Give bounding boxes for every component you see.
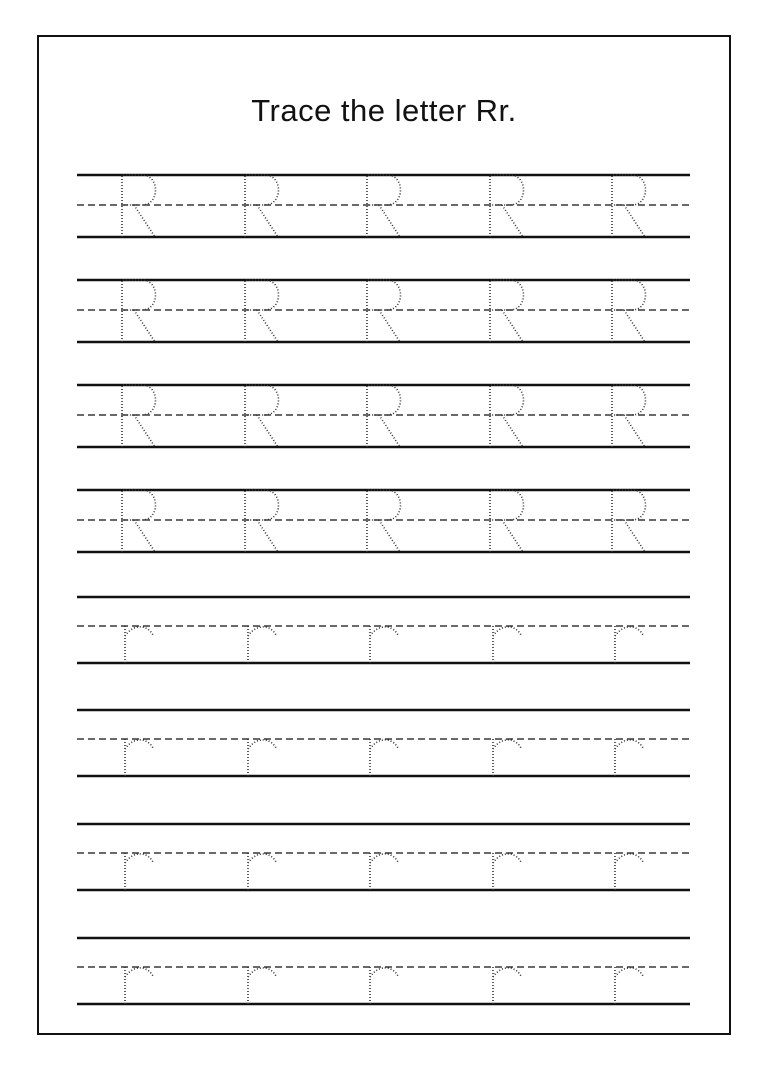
traceable-letter-R (490, 175, 524, 237)
traceable-letter-r (370, 853, 398, 890)
traceable-letter-R (612, 490, 646, 552)
traceable-letter-r (125, 853, 153, 890)
traceable-letter-R (490, 280, 524, 342)
traceable-letter-r (493, 626, 521, 663)
traceable-letter-r (493, 967, 521, 1004)
worksheet-title: Trace the letter Rr. (251, 93, 517, 128)
traceable-letter-R (490, 490, 524, 552)
traceable-letter-R (245, 490, 279, 552)
traceable-letter-R (367, 280, 401, 342)
traceable-letter-R (612, 175, 646, 237)
traceable-letter-R (122, 490, 156, 552)
traceable-letter-R (367, 385, 401, 447)
traceable-letter-r (125, 967, 153, 1004)
traceable-letter-r (370, 739, 398, 776)
traceable-letter-r (370, 626, 398, 663)
traceable-letter-R (612, 280, 646, 342)
traceable-letter-R (612, 385, 646, 447)
traceable-letter-R (122, 175, 156, 237)
traceable-letter-R (245, 175, 279, 237)
traceable-letter-r (248, 626, 276, 663)
traceable-letter-R (122, 385, 156, 447)
traceable-letter-r (248, 739, 276, 776)
traceable-letter-r (615, 626, 643, 663)
traceable-letter-R (367, 490, 401, 552)
traceable-letter-r (370, 967, 398, 1004)
traceable-letter-r (493, 739, 521, 776)
traceable-letter-R (490, 385, 524, 447)
traceable-letter-r (248, 967, 276, 1004)
traceable-letter-R (245, 280, 279, 342)
traceable-letter-r (125, 626, 153, 663)
traceable-letter-R (245, 385, 279, 447)
traceable-letter-r (493, 853, 521, 890)
traceable-letter-r (615, 739, 643, 776)
traceable-letter-R (367, 175, 401, 237)
traceable-letter-r (248, 853, 276, 890)
traceable-letter-r (125, 739, 153, 776)
traceable-letter-R (122, 280, 156, 342)
traceable-letter-r (615, 967, 643, 1004)
traceable-letter-r (615, 853, 643, 890)
